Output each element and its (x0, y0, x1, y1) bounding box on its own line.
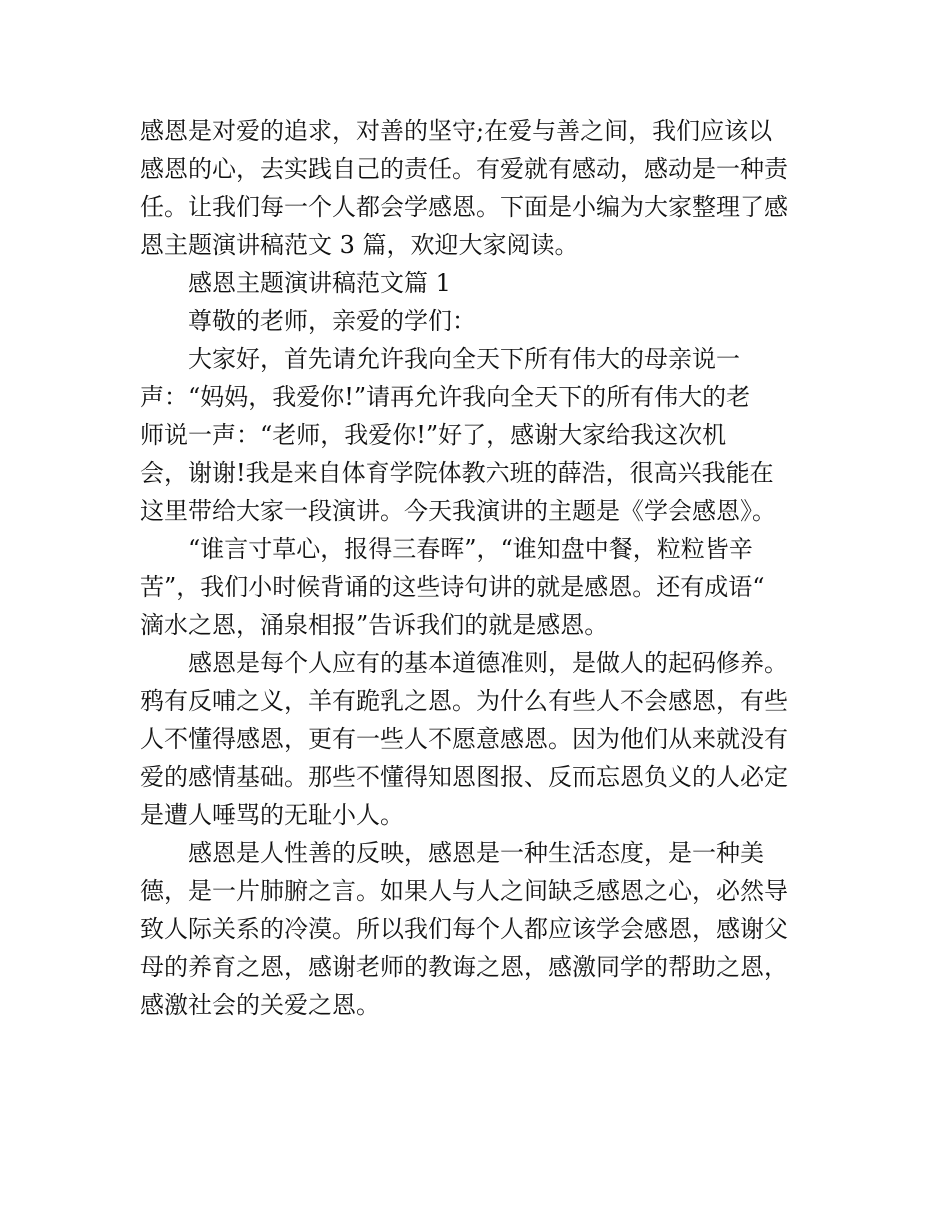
text-line: 致人际关系的冷漠。所以我们每个人都应该学会感恩，感谢父 (140, 915, 788, 943)
text-line: 师说一声：“老师，我爱你!”好了，感谢大家给我这次机 (140, 421, 727, 449)
text-line: “谁言寸草心，报得三春晖”，“谁知盘中餐，粒粒皆辛 (188, 535, 753, 563)
paragraph-greeting (140, 340, 812, 530)
text-line: 大家好，首先请允许我向全天下所有伟大的母亲说一 (188, 345, 740, 373)
text-line: 爱的感情基础。那些不懂得知恩图报、反而忘恩负义的人必定 (140, 763, 788, 791)
text-line: 感恩主题演讲稿范文篇 1 (188, 269, 451, 297)
text-line: 会，谢谢!我是来自体育学院体教六班的薛浩，很高兴我能在 (140, 459, 774, 487)
text-line: 感恩是对爱的追求，对善的坚守;在爱与善之间，我们应该以 (140, 117, 773, 145)
section-heading (140, 264, 812, 302)
paragraph-attitude (140, 834, 812, 1024)
text-line: 是遭人唾骂的无耻小人。 (140, 801, 404, 829)
paragraph-morality (140, 644, 812, 834)
text-line: 尊敬的老师，亲爱的学们： (188, 307, 476, 335)
text-line: 苦”，我们小时候背诵的这些诗句讲的就是感恩。还有成语“ (140, 573, 765, 601)
text-line: 感激社会的关爱之恩。 (140, 991, 380, 1019)
text-line: 恩主题演讲稿范文 3 篇，欢迎大家阅读。 (140, 231, 579, 259)
text-line: 鸦有反哺之义，羊有跪乳之恩。为什么有些人不会感恩，有些 (140, 687, 788, 715)
document-page (140, 112, 812, 1024)
text-line: 感恩的心，去实践自己的责任。有爱就有感动，感动是一种责 (140, 155, 788, 183)
text-line: 感恩是人性善的反映，感恩是一种生活态度，是一种美 (188, 839, 764, 867)
text-line: 任。让我们每一个人都会学感恩。下面是小编为大家整理了感 (140, 193, 788, 221)
paragraph-intro (140, 112, 812, 264)
text-line: 人不懂得感恩，更有一些人不愿意感恩。因为他们从来就没有 (140, 725, 788, 753)
text-line: 滴水之恩，涌泉相报”告诉我们的就是感恩。 (140, 611, 609, 639)
text-line: 母的养育之恩，感谢老师的教诲之恩，感激同学的帮助之恩， (140, 953, 788, 981)
text-line: 感恩是每个人应有的基本道德准则，是做人的起码修养。 (188, 649, 788, 677)
text-line: 声：“妈妈，我爱你!”请再允许我向全天下的所有伟大的老 (140, 383, 751, 411)
text-line: 这里带给大家一段演讲。今天我演讲的主题是《学会感恩》。 (140, 497, 776, 525)
paragraph-poems (140, 530, 812, 644)
text-line: 德，是一片肺腑之言。如果人与人之间缺乏感恩之心，必然导 (140, 877, 788, 905)
salutation (140, 302, 812, 340)
